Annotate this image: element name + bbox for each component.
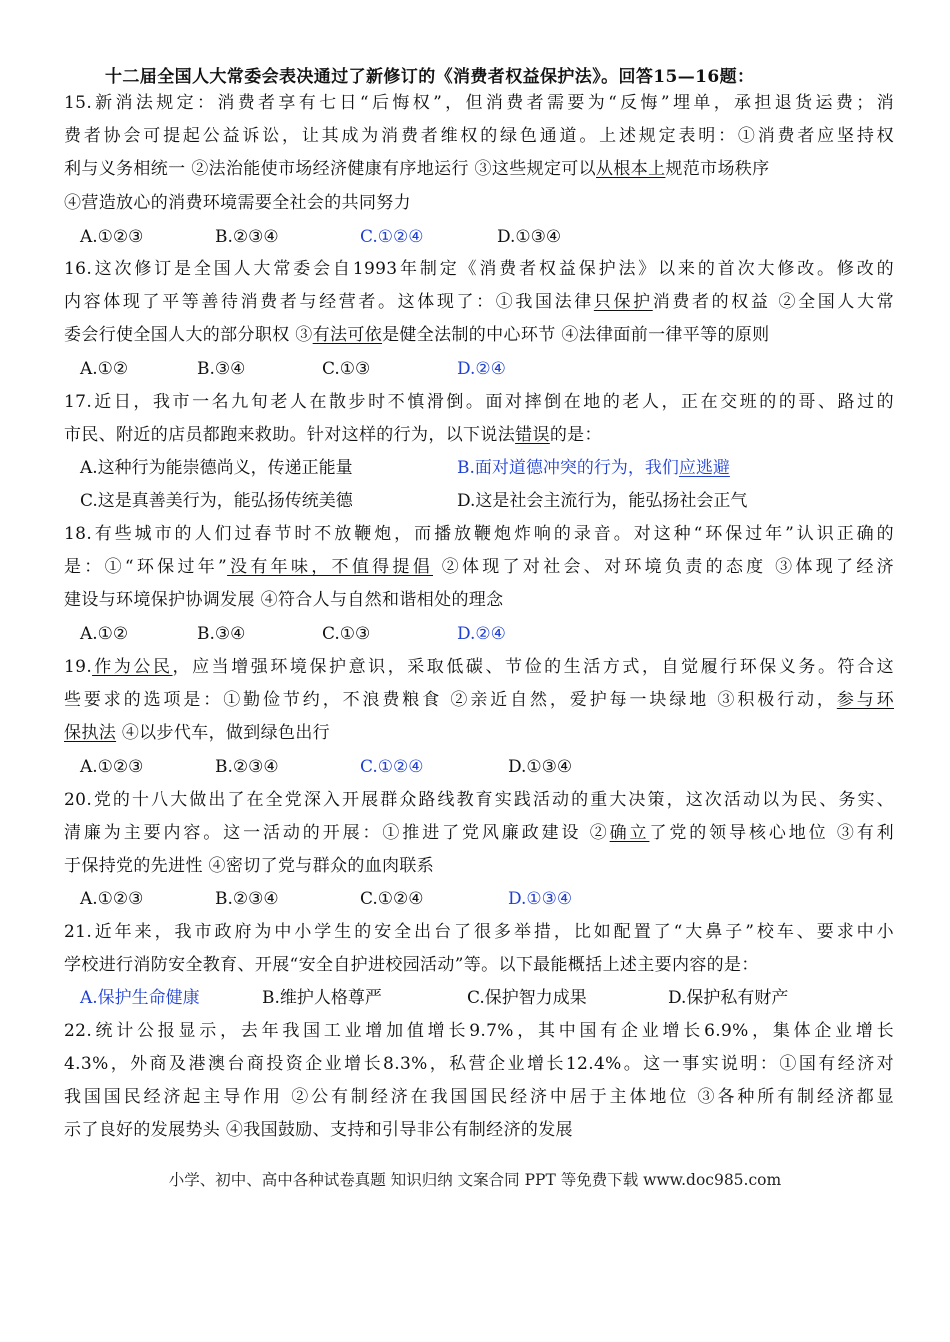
q21-option-a-answer: A.保护生命健康 xyxy=(80,988,200,1008)
q15-underline: 从根本上 xyxy=(596,159,666,179)
q16-line-2-tail: 消费者的权益 ②全国人大常 xyxy=(652,292,894,312)
q17-line-2-text: 市民、附近的店员都跑来救助。针对这样的行为，以下说法 xyxy=(64,425,516,445)
q17-option-b-text: B.面对道德冲突的行为，我们 xyxy=(457,458,679,478)
q15-line-3-text: 利与义务相统一 ②法治能使市场经济健康有序地运行 ③这些规定可以 xyxy=(64,159,597,179)
q19-line-3 xyxy=(64,722,894,744)
q20-underline: 确立 xyxy=(609,823,650,843)
q21-option-c: C.保护智力成果 xyxy=(467,988,587,1008)
q20-line-2-tail: 了党的领导核心地位 ③有利 xyxy=(649,823,894,843)
q20-line-1: 20.党的十八大做出了在全党深入开展群众路线教育实践活动的重大决策，这次活动以为民、务实、 xyxy=(64,790,894,810)
q15-line-4: ④营造放心的消费环境需要全社会的共同努力 xyxy=(64,193,411,213)
q20-line-2-text: 清廉为主要内容。这一活动的开展：①推进了党风廉政建设 ② xyxy=(64,823,610,843)
q20-option-d-answer: D.①③④ xyxy=(508,889,573,909)
q19-line-3-tail: ④以步代车，做到绿色出行 xyxy=(116,723,331,743)
q15-line-2: 费者协会可提起公益诉讼，让其成为消费者维权的绿色通道。上述规定表明：①消费者应坚持权 xyxy=(64,126,894,146)
q20-option-a: A.①②③ xyxy=(80,889,144,909)
q20-option-c: C.①②④ xyxy=(360,889,424,909)
q19-line-2-text: 些要求的选项是：①勤俭节约，不浪费粮食 ②亲近自然，爱护每一块绿地 ③积极行动， xyxy=(64,690,837,710)
q16-option-b: B.③④ xyxy=(197,359,246,379)
q17-option-c: C.这是真善美行为，能弘扬传统美德 xyxy=(80,491,353,511)
q16-line-3 xyxy=(64,324,894,346)
q21-option-d: D.保护私有财产 xyxy=(668,988,789,1008)
q18-option-c: C.①③ xyxy=(322,624,371,644)
q21-line-2: 学校进行消防安全教育、开展“安全自护进校园活动”等。以下最能概括上述主要内容的是： xyxy=(64,955,759,975)
q17-line-1: 17.近日，我市一名九旬老人在散步时不慎滑倒。面对摔倒在地的老人，正在交班的的哥、路过的 xyxy=(64,392,894,412)
q18-line-2 xyxy=(64,556,894,578)
q16-option-d-answer: D.②④ xyxy=(457,359,506,379)
q18-line-1: 18.有些城市的人们过春节时不放鞭炮，而播放鞭炮炸响的录音。对这种“环保过年”认识正确的 xyxy=(64,524,894,544)
q19-number: 19. xyxy=(64,657,93,677)
q21-option-b: B.维护人格尊严 xyxy=(262,988,382,1008)
q19-option-a: A.①②③ xyxy=(80,757,144,777)
q17-option-b-underline: 应逃避 xyxy=(678,458,730,478)
q19-option-d: D.①③④ xyxy=(508,757,573,777)
q17-option-a: A.这种行为能崇德尚义，传递正能量 xyxy=(80,458,353,478)
q19-underline-3: 保执法 xyxy=(64,723,117,743)
q18-line-2-text: 是：①“环保过年” xyxy=(64,557,228,577)
q17-line-2-tail: 的是： xyxy=(549,425,602,445)
q20-line-2 xyxy=(64,822,894,844)
q17-option-d: D.这是社会主流行为，能弘扬社会正气 xyxy=(457,491,748,511)
q21-line-1: 21.近年来，我市政府为中小学生的安全出台了很多举措，比如配置了“大鼻子”校车、要求中小 xyxy=(64,922,894,942)
q16-underline-2: 有法可依 xyxy=(312,325,383,345)
q19-line-1 xyxy=(64,656,894,678)
q22-line-3: 我国国民经济起主导作用 ②公有制经济在我国国民经济中居于主体地位 ③各种所有制经济都显 xyxy=(64,1087,894,1107)
footer-watermark: 小学、初中、高中各种试卷真题 知识归纳 文案合同 PPT 等免费下载 www.doc985.com xyxy=(168,1171,782,1189)
q22-line-2: 4.3%，外商及港澳台商投资企业增长8.3%，私营企业增长12.4%。这一事实说明：①国有经济对 xyxy=(64,1054,894,1074)
q19-underline-2: 参与环 xyxy=(836,690,894,710)
q16-underline-1: 只保护 xyxy=(593,292,653,312)
q18-line-2-tail: ②体现了对社会、对环境负责的态度 ③体现了经济 xyxy=(433,557,894,577)
q22-line-4: 示了良好的发展势头 ④我国鼓励、支持和引导非公有制经济的发展 xyxy=(64,1120,573,1140)
q18-option-a: A.①② xyxy=(80,624,129,644)
q17-underline: 错误 xyxy=(515,425,550,445)
q20-option-b: B.②③④ xyxy=(215,889,279,909)
q22-line-1: 22.统计公报显示，去年我国工业增加值增长9.7%，其中国有企业增长6.9%，集体企业增长 xyxy=(64,1021,894,1041)
q16-line-3-tail: 是健全法制的中心环节 ④法律面前一律平等的原则 xyxy=(382,325,770,345)
q18-option-b: B.③④ xyxy=(197,624,246,644)
q16-option-a: A.①② xyxy=(80,359,129,379)
q20-line-3: 于保持党的先进性 ④密切了党与群众的血肉联系 xyxy=(64,856,435,876)
q17-line-2 xyxy=(64,424,894,446)
q15-option-b: B.②③④ xyxy=(215,227,279,247)
q15-line-1: 15.新消法规定：消费者享有七日“后悔权”，但消费者需要为“反悔”埋单，承担退货运费；消 xyxy=(64,93,894,113)
q15-option-a: A.①②③ xyxy=(80,227,144,247)
q19-option-c-answer: C.①②④ xyxy=(360,757,424,777)
q17-option-b-answer xyxy=(457,457,730,479)
q19-option-b: B.②③④ xyxy=(215,757,279,777)
q16-line-2-text: 内容体现了平等善待消费者与经营者。这体现了：①我国法律 xyxy=(64,292,594,312)
q16-line-3-text: 委会行使全国人大的部分职权 ③ xyxy=(64,325,313,345)
q15-option-c-answer: C.①②④ xyxy=(360,227,424,247)
q19-line-1-tail: ，应当增强环境保护意识，采取低碳、节俭的生活方式，自觉履行环保义务。符合这 xyxy=(172,657,894,677)
q19-line-2 xyxy=(64,689,894,711)
q15-line-3 xyxy=(64,158,894,180)
q16-option-c: C.①③ xyxy=(322,359,371,379)
q18-option-d-answer: D.②④ xyxy=(457,624,506,644)
q18-underline: 没有年味，不值得提倡 xyxy=(227,557,434,577)
q15-line-3-tail: 规范市场秩序 xyxy=(665,159,770,179)
section-intro: 十二届全国人大常委会表决通过了新修订的《消费者权益保护法》。回答15—16题： xyxy=(105,67,755,87)
q15-option-d: D.①③④ xyxy=(497,227,562,247)
q18-line-3: 建设与环境保护协调发展 ④符合人与自然和谐相处的理念 xyxy=(64,590,504,610)
q19-underline-1: 作为公民 xyxy=(92,657,173,677)
q16-line-2 xyxy=(64,291,894,313)
q16-line-1: 16.这次修订是全国人大常委会自1993年制定《消费者权益保护法》以来的首次大修改。修改的 xyxy=(64,259,894,279)
